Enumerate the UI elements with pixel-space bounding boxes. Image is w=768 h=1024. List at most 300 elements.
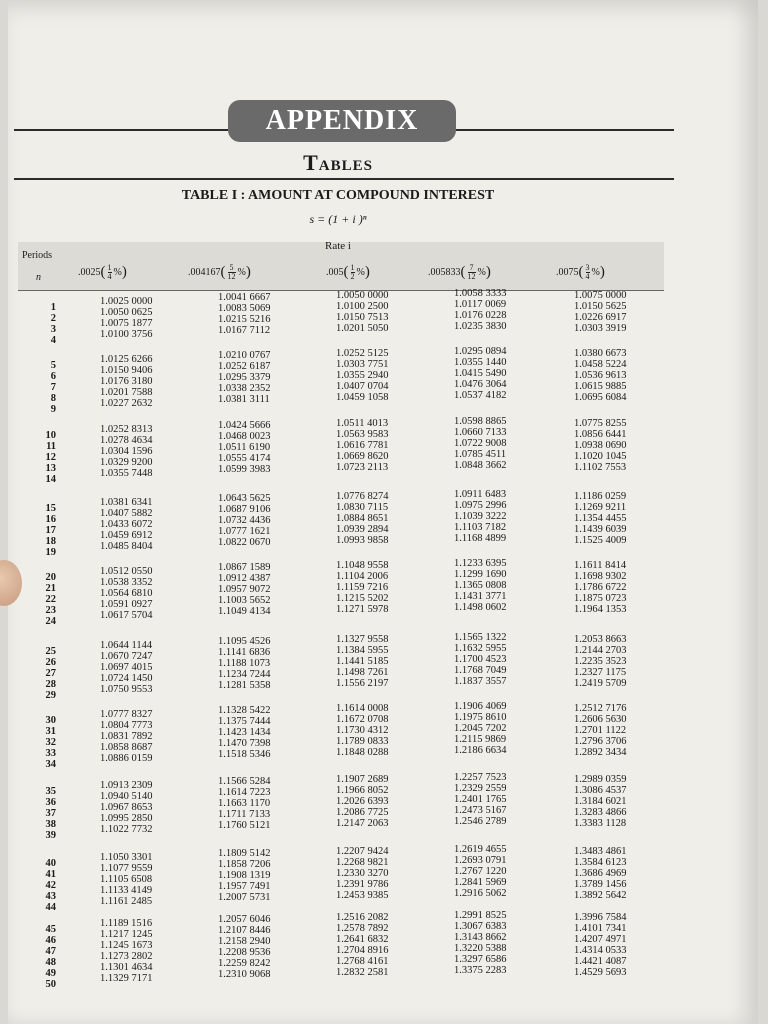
table-cell: 1.0252 5125: [336, 348, 389, 359]
table-cell: 1.0355 1440: [454, 357, 507, 368]
table-cell: 1.2144 2703: [574, 645, 627, 656]
table-cell: 1.0777 8327: [100, 709, 153, 720]
table-cell: 1.0697 4015: [100, 662, 153, 673]
table-cell: 1.0075 1877: [100, 318, 153, 329]
column-header-3: [326, 264, 370, 281]
value-group-col5: [574, 703, 627, 758]
table-cell: 1.0459 1058: [336, 392, 389, 403]
period-number: 16: [45, 514, 56, 525]
period-number: 37: [45, 808, 56, 819]
table-cell: 1.0458 5224: [574, 359, 627, 370]
table-cell: 1.0670 7247: [100, 651, 153, 662]
table-cell: 1.1354 4455: [574, 513, 627, 524]
value-group-col4: [454, 489, 507, 544]
table-cell: 1.1858 7206: [218, 859, 271, 870]
open-paren: (: [578, 264, 584, 280]
table-cell: 1.0201 5050: [336, 323, 389, 334]
table-cell: 1.0512 0550: [100, 566, 153, 577]
period-number: 38: [45, 819, 56, 830]
table-cell: 1.2419 5709: [574, 678, 627, 689]
table-cell: 1.1365 0808: [454, 580, 507, 591]
table-cell: 1.1039 3222: [454, 511, 507, 522]
table-cell: 1.1022 7732: [100, 824, 153, 835]
period-number: 15: [45, 503, 56, 514]
value-group-col3: [336, 491, 389, 546]
table-cell: 1.0644 1144: [100, 640, 153, 651]
value-group-col5: [574, 634, 627, 689]
table-cell: 1.0329 9200: [100, 457, 153, 468]
period-number: 14: [45, 474, 56, 485]
value-group-col3: [336, 703, 389, 758]
fraction-numerator: 5: [229, 263, 234, 272]
period-number: 4: [50, 335, 56, 346]
table-cell: 1.0830 7115: [336, 502, 389, 513]
fraction-denominator: 12: [467, 272, 476, 281]
value-group-col4: [454, 772, 507, 827]
period-number: 17: [45, 525, 56, 536]
period-group-9: [32, 858, 56, 913]
table-cell: 1.0215 5216: [218, 314, 271, 325]
period-group-8: [32, 786, 56, 841]
table-cell: 1.0176 0228: [454, 310, 507, 321]
value-group-col3: [336, 560, 389, 615]
table-cell: 1.2007 5731: [218, 892, 271, 903]
percent-sign: %: [591, 266, 600, 278]
table-cell: 1.0415 5490: [454, 368, 507, 379]
table-cell: 1.1234 7244: [218, 669, 271, 680]
value-group-col5: [574, 912, 627, 978]
table-cell: 1.2516 2082: [336, 912, 389, 923]
period-number: 26: [45, 657, 56, 668]
table-cell: 1.0975 2996: [454, 500, 507, 511]
table-cell: 1.1328 5422: [218, 705, 271, 716]
table-cell: 1.0083 5069: [218, 303, 271, 314]
table-cell: 1.1837 3557: [454, 676, 507, 687]
table-cell: 1.3283 4866: [574, 807, 627, 818]
table-cell: 1.2916 5062: [454, 888, 507, 899]
table-cell: 1.2546 2789: [454, 816, 507, 827]
table-cell: 1.1245 1673: [100, 940, 153, 951]
value-group-col3: [336, 290, 389, 334]
table-cell: 1.2989 0359: [574, 774, 627, 785]
table-cell: 1.1102 7553: [574, 462, 627, 473]
value-group-col2: [218, 636, 271, 691]
table-cell: 1.0722 9008: [454, 438, 507, 449]
table-cell: 1.2057 6046: [218, 914, 271, 925]
period-number: 11: [46, 441, 56, 452]
fraction-numerator: 1: [350, 263, 355, 272]
table-cell: 1.2045 7202: [454, 723, 507, 734]
value-group-col1: [100, 424, 153, 479]
table-cell: 1.0303 7751: [336, 359, 389, 370]
value-group-col1: [100, 918, 153, 984]
period-number: 44: [45, 902, 56, 913]
period-number: 7: [50, 382, 56, 393]
table-cell: 1.1217 1245: [100, 929, 153, 940]
table-cell: 1.1269 9211: [574, 502, 627, 513]
table-cell: 1.0150 9406: [100, 365, 153, 376]
table-title: TABLE I : AMOUNT AT COMPOUND INTEREST: [181, 188, 495, 203]
period-number: 45: [45, 924, 56, 935]
table-cell: 1.0167 7112: [218, 325, 271, 336]
fraction-denominator: 12: [227, 272, 236, 281]
table-cell: 1.2401 1765: [454, 794, 507, 805]
period-number: 50: [45, 979, 56, 990]
period-number: 18: [45, 536, 56, 547]
fraction-numerator: 3: [585, 263, 590, 272]
value-group-col4: [454, 910, 507, 976]
table-cell: 1.0995 2850: [100, 813, 153, 824]
table-cell: 1.0993 9858: [336, 535, 389, 546]
table-cell: 1.2991 8525: [454, 910, 507, 921]
table-cell: 1.3184 6021: [574, 796, 627, 807]
percent-sign: %: [237, 266, 246, 278]
period-group-4: [32, 503, 56, 558]
table-cell: 1.3383 1128: [574, 818, 627, 829]
value-group-col5: [574, 491, 627, 546]
fraction-denominator: 2: [350, 272, 355, 281]
table-cell: 1.1159 7216: [336, 582, 389, 593]
period-number: 28: [45, 679, 56, 690]
table-cell: 1.1906 4069: [454, 701, 507, 712]
table-cell: 1.0303 3919: [574, 323, 627, 334]
table-cell: 1.0615 9885: [574, 381, 627, 392]
table-cell: 1.0617 5704: [100, 610, 153, 621]
table-cell: 1.2641 6832: [336, 934, 389, 945]
table-cell: 1.0724 1450: [100, 673, 153, 684]
table-cell: 1.0536 9613: [574, 370, 627, 381]
table-cell: 1.2329 2559: [454, 783, 507, 794]
table-cell: 1.2053 8663: [574, 634, 627, 645]
table-cell: 1.1186 0259: [574, 491, 627, 502]
table-cell: 1.1672 0708: [336, 714, 389, 725]
table-cell: 1.1786 6722: [574, 582, 627, 593]
table-cell: 1.0485 8404: [100, 541, 153, 552]
section-rule: [14, 178, 674, 180]
period-number: 19: [45, 547, 56, 558]
column-header-5: [556, 264, 605, 281]
table-cell: 1.2235 3523: [574, 656, 627, 667]
rate-fraction: [586, 264, 590, 281]
table-cell: 1.0407 0704: [336, 381, 389, 392]
table-cell: 1.2330 3270: [336, 868, 389, 879]
table-cell: 1.2453 9385: [336, 890, 389, 901]
value-group-col5: [574, 418, 627, 473]
fraction-numerator: 7: [469, 263, 474, 272]
table-cell: 1.2026 6393: [336, 796, 389, 807]
period-number: 24: [45, 616, 56, 627]
value-group-col1: [100, 709, 153, 764]
table-cell: 1.0381 3111: [218, 394, 270, 405]
rate-value: .005: [326, 266, 344, 278]
value-group-col4: [454, 701, 507, 756]
table-cell: 1.1439 6039: [574, 524, 627, 535]
open-paren: (: [343, 264, 349, 280]
rate-fraction: [468, 264, 476, 281]
table-cell: 1.1271 5978: [336, 604, 389, 615]
rate-value: .004167: [188, 266, 221, 278]
table-cell: 1.0912 4387: [218, 573, 271, 584]
table-cell: 1.2257 7523: [454, 772, 507, 783]
table-cell: 1.4207 4971: [574, 934, 627, 945]
table-cell: 1.1233 6395: [454, 558, 507, 569]
table-cell: 1.1730 4312: [336, 725, 389, 736]
table-cell: 1.1711 7133: [218, 809, 271, 820]
table-cell: 1.3143 8662: [454, 932, 507, 943]
table-cell: 1.0226 6917: [574, 312, 627, 323]
table-cell: 1.0856 6441: [574, 429, 627, 440]
table-cell: 1.0822 0670: [218, 537, 271, 548]
period-number: 31: [45, 726, 56, 737]
table-cell: 1.1168 4899: [454, 533, 507, 544]
table-cell: 1.2701 1122: [574, 725, 627, 736]
table-cell: 1.0355 2940: [336, 370, 389, 381]
table-cell: 1.1104 2006: [336, 571, 389, 582]
table-cell: 1.0775 8255: [574, 418, 627, 429]
table-cell: 1.2086 7725: [336, 807, 389, 818]
table-cell: 1.1049 4134: [218, 606, 271, 617]
tables-heading: Tables: [303, 150, 373, 175]
table-cell: 1.0380 6673: [574, 348, 627, 359]
table-cell: 1.0886 0159: [100, 753, 153, 764]
period-number: 3: [50, 324, 56, 335]
period-number: 35: [45, 786, 56, 797]
percent-sign: %: [356, 266, 365, 278]
table-cell: 1.2147 2063: [336, 818, 389, 829]
table-cell: 1.0424 5666: [218, 420, 271, 431]
table-cell: 1.1048 9558: [336, 560, 389, 571]
period-number: 12: [45, 452, 56, 463]
table-cell: 1.1518 5346: [218, 749, 271, 760]
rate-value: .0075: [556, 266, 579, 278]
table-cell: 1.0940 5140: [100, 791, 153, 802]
table-cell: 1.2186 6634: [454, 745, 507, 756]
table-cell: 1.1964 1353: [574, 604, 627, 615]
table-cell: 1.0732 4436: [218, 515, 271, 526]
table-cell: 1.2310 9068: [218, 969, 271, 980]
table-cell: 1.3375 2283: [454, 965, 507, 976]
column-header-2: [188, 264, 251, 281]
table-cell: 1.0381 6341: [100, 497, 153, 508]
table-cell: 1.2767 1220: [454, 866, 507, 877]
table-cell: 1.1423 1434: [218, 727, 271, 738]
table-cell: 1.2578 7892: [336, 923, 389, 934]
table-cell: 1.1301 4634: [100, 962, 153, 973]
value-group-col3: [336, 418, 389, 473]
table-cell: 1.0050 0000: [336, 290, 389, 301]
table-cell: 1.2796 3706: [574, 736, 627, 747]
period-number: 13: [45, 463, 56, 474]
period-number: 39: [45, 830, 56, 841]
table-cell: 1.0150 5625: [574, 301, 627, 312]
table-cell: 1.3892 5642: [574, 890, 627, 901]
table-cell: 1.1632 5955: [454, 643, 507, 654]
table-cell: 1.1384 5955: [336, 645, 389, 656]
table-cell: 1.2606 5630: [574, 714, 627, 725]
table-cell: 1.4101 7341: [574, 923, 627, 934]
percent-sign: %: [113, 266, 122, 278]
value-group-col5: [574, 846, 627, 901]
table-cell: 1.1215 5202: [336, 593, 389, 604]
period-number: 8: [50, 393, 56, 404]
table-cell: 1.1273 2802: [100, 951, 153, 962]
table-cell: 1.0660 7133: [454, 427, 507, 438]
table-cell: 1.0537 4182: [454, 390, 507, 401]
table-cell: 1.0252 8313: [100, 424, 153, 435]
table-cell: 1.1441 5185: [336, 656, 389, 667]
close-paren: ): [121, 264, 127, 280]
table-cell: 1.0355 7448: [100, 468, 153, 479]
table-cell: 1.1161 2485: [100, 896, 153, 907]
period-group-5: [32, 572, 56, 627]
table-cell: 1.1789 0833: [336, 736, 389, 747]
fraction-denominator: 4: [585, 272, 590, 281]
table-cell: 1.1189 1516: [100, 918, 153, 929]
table-cell: 1.0723 2113: [336, 462, 389, 473]
table-cell: 1.0804 7773: [100, 720, 153, 731]
table-cell: 1.1565 1322: [454, 632, 507, 643]
period-number: 41: [45, 869, 56, 880]
table-cell: 1.1095 4526: [218, 636, 271, 647]
table-cell: 1.3086 4537: [574, 785, 627, 796]
table-cell: 1.0643 5625: [218, 493, 271, 504]
table-cell: 1.1760 5121: [218, 820, 271, 831]
table-cell: 1.3996 7584: [574, 912, 627, 923]
table-cell: 1.0785 4511: [454, 449, 507, 460]
table-cell: 1.0938 0690: [574, 440, 627, 451]
period-number: 25: [45, 646, 56, 657]
period-number: 1: [50, 302, 56, 313]
period-number: 36: [45, 797, 56, 808]
table-cell: 1.1611 8414: [574, 560, 627, 571]
table-cell: 1.1329 7171: [100, 973, 153, 984]
table-cell: 1.1700 4523: [454, 654, 507, 665]
table-cell: 1.0831 7892: [100, 731, 153, 742]
table-cell: 1.1327 9558: [336, 634, 389, 645]
table-cell: 1.1103 7182: [454, 522, 507, 533]
table-cell: 1.0100 2500: [336, 301, 389, 312]
table-cell: 1.4421 4087: [574, 956, 627, 967]
open-paren: (: [220, 264, 226, 280]
value-group-col5: [574, 560, 627, 615]
table-cell: 1.0555 4174: [218, 453, 271, 464]
period-number: 6: [50, 371, 56, 382]
table-cell: 1.1614 7223: [218, 787, 271, 798]
table-cell: 1.0564 6810: [100, 588, 153, 599]
table-cell: 1.0511 6190: [218, 442, 271, 453]
period-number: 23: [45, 605, 56, 616]
table-cell: 1.0075 0000: [574, 290, 627, 301]
table-cell: 1.2832 2581: [336, 967, 389, 978]
table-cell: 1.3297 6586: [454, 954, 507, 965]
table-cell: 1.0750 9553: [100, 684, 153, 695]
table-cell: 1.2207 9424: [336, 846, 389, 857]
table-cell: 1.0117 0069: [454, 299, 507, 310]
table-cell: 1.0295 3379: [218, 372, 271, 383]
table-cell: 1.2512 7176: [574, 703, 627, 714]
n-label: n: [36, 272, 41, 283]
value-group-col3: [336, 846, 389, 901]
value-group-col4: [454, 632, 507, 687]
table-cell: 1.2841 5969: [454, 877, 507, 888]
fraction-denominator: 4: [107, 272, 112, 281]
table-cell: 1.2327 1175: [574, 667, 627, 678]
table-cell: 1.1281 5358: [218, 680, 271, 691]
table-cell: 1.0041 6667: [218, 292, 271, 303]
table-cell: 1.1966 8052: [336, 785, 389, 796]
table-cell: 1.0867 1589: [218, 562, 271, 573]
table-cell: 1.2391 9786: [336, 879, 389, 890]
period-number: 10: [45, 430, 56, 441]
table-cell: 1.1077 9559: [100, 863, 153, 874]
table-cell: 1.0939 2894: [336, 524, 389, 535]
table-cell: 1.4314 0533: [574, 945, 627, 956]
table-cell: 1.0913 2309: [100, 780, 153, 791]
book-page: [8, 0, 758, 1024]
table-cell: 1.2473 5167: [454, 805, 507, 816]
table-cell: 1.0848 3662: [454, 460, 507, 471]
value-group-col2: [218, 420, 271, 475]
table-cell: 1.0338 2352: [218, 383, 271, 394]
close-paren: ): [485, 264, 491, 280]
table-cell: 1.0295 0894: [454, 346, 507, 357]
table-cell: 1.0598 8865: [454, 416, 507, 427]
table-cell: 1.0227 2632: [100, 398, 153, 409]
table-cell: 1.1698 9302: [574, 571, 627, 582]
table-cell: 1.0252 6187: [218, 361, 271, 372]
table-cell: 1.1431 3771: [454, 591, 507, 602]
table-cell: 1.3584 6123: [574, 857, 627, 868]
table-cell: 1.1105 6508: [100, 874, 153, 885]
close-paren: ): [364, 264, 370, 280]
table-cell: 1.1556 2197: [336, 678, 389, 689]
rate-label: Rate i: [325, 240, 351, 252]
left-rule: [14, 129, 228, 131]
table-cell: 1.2768 4161: [336, 956, 389, 967]
rate-value: .0025: [78, 266, 101, 278]
open-paren: (: [460, 264, 466, 280]
value-group-col3: [336, 912, 389, 978]
table-cell: 1.1614 0008: [336, 703, 389, 714]
table-cell: 1.0176 3180: [100, 376, 153, 387]
table-cell: 1.0210 0767: [218, 350, 271, 361]
period-group-10: [32, 924, 56, 990]
period-number: 43: [45, 891, 56, 902]
period-number: 2: [50, 313, 56, 324]
table-cell: 1.0050 0625: [100, 307, 153, 318]
value-group-col3: [336, 348, 389, 403]
value-group-col3: [336, 774, 389, 829]
table-cell: 1.1663 1170: [218, 798, 271, 809]
value-group-col4: [454, 346, 507, 401]
table-cell: 1.0957 9072: [218, 584, 271, 595]
period-number: 5: [50, 360, 56, 371]
value-group-col5: [574, 774, 627, 829]
period-number: 34: [45, 759, 56, 770]
table-cell: 1.1498 7261: [336, 667, 389, 678]
period-number: 9: [50, 404, 56, 415]
table-cell: 1.2704 8916: [336, 945, 389, 956]
period-number: 40: [45, 858, 56, 869]
table-cell: 1.0459 6912: [100, 530, 153, 541]
table-cell: 1.1003 5652: [218, 595, 271, 606]
period-number: 30: [45, 715, 56, 726]
open-paren: (: [100, 264, 106, 280]
table-cell: 1.1299 1690: [454, 569, 507, 580]
period-group-3: [32, 430, 56, 485]
table-cell: 1.1957 7491: [218, 881, 271, 892]
period-number: 32: [45, 737, 56, 748]
